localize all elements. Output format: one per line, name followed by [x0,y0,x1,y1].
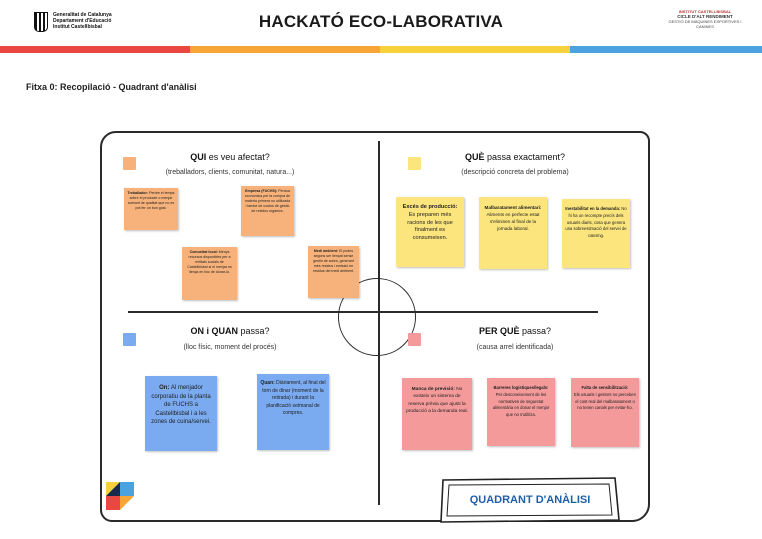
page-title: HACKATÓ ECO-LABORATIVA [258,12,504,31]
logo-piece-orange [120,496,134,510]
quadrant-qui-heading: QUI es veu afectat? [190,152,270,162]
sticky-note: Falta de sensibilització: Els usuaris i gestors no perceben el cost real del malbaratament o no tenen canals per evitar-ho. [571,378,639,447]
sticky-note: Manca de previsió: No existeix un sistema de reserva prèvia que ajusti la producció a la demanda real. [402,378,472,450]
sticky-note: Medi ambient: El podes segons ser llençat sense gestió de sobra, generant més residus i emissió en residus del medi ambient. [308,246,359,298]
sticky-note: Excés de producció: Es preparen més racions de les que finalment es consumeixen. [396,197,464,267]
institut-mark: INSTITUT CASTELLBISBAL [678,9,732,14]
sticky-note: On: Al menjador corporatiu de la planta de FUCHS a Castellbisbal i a les zones de cuina/servei. [145,376,217,451]
cicle-name: CICLE D'ALT RENDIMENT [677,14,733,19]
sticky-note: Barreres logístiques/legals: Per desconeixement de les normatives de seguretat alimentària en donar el menjar que no s'utilitza. [487,378,555,446]
logo-piece-blue [120,482,134,496]
hackato-logo-icon [106,482,134,510]
quadrant-que-subheading: (descripció concreta del problema) [461,169,569,176]
header-stripe-orange [190,46,380,53]
org-name: Generalitat de Catalunya Departament d'Educació Institut Castellbisbal [53,12,112,30]
quadrant-on-heading: ON i QUAN passa? [190,326,270,336]
sticky-note-icon-blue [123,333,136,346]
header-stripe-blue [570,46,762,53]
sticky-note-icon-yellow [408,157,421,170]
sticky-note: Empresa (FUCHS): Pèrdua econòmica per la compra de matèria primera no utilitzada i també de costos de gestió de residus orgànics. [241,186,294,236]
sticky-note: Comunitat local: Menys recursos disponibles per a entitats socials de Castellbisbal si el menjar es llença en lloc de donar-lo. [182,247,237,300]
sticky-note-icon-orange [123,157,136,170]
quadrant-on-subheading: (lloc físic, moment del procés) [183,344,277,351]
cicle-subtitle: GESTIÓ DE MÀQUINES ESPORTIVES I CANINES [668,19,742,29]
quadrant-que-heading: QUÈ passa exactament? [464,152,566,162]
sticky-note: Inestabilitat en la demanda: No hi ha un recompte precís dels usuaris diaris, cosa que genera una sobreestimació del servei de catering. [562,199,630,268]
sticky-note: Malbaratament alimentari: Aliments en perfecte estat s'eliminen al final de la jornada laboral. [479,197,547,269]
sticky-note-icon-pink [408,333,421,346]
sticky-note: Treballador: Perdre el temps sobre el producte o menjar sobrant de qualitat que no es pot fer un bon gust. [124,188,178,230]
quadrant-qui-subheading: (treballadors, clients, comunitat, natura...) [165,169,295,176]
institut-logo [660,9,750,29]
logo-piece-red [106,496,120,510]
header-stripe-red [0,46,190,53]
quadrant-perque-subheading: (causa arrel identificada) [476,344,554,351]
sheet-subtitle: Fitxa 0: Recopilació - Quadrant d'anàlisi [26,82,197,92]
quadrant-perque-heading: PER QUÈ passa? [478,326,552,336]
sticky-note: Quan: Diàriament, al final del torn de dinar (moment de la retirada) i durant la planificació setmanal de compres. [257,374,329,450]
banner-label: QUADRANT D'ANÀLISI [469,494,591,506]
header-stripe-yellow [380,46,570,53]
